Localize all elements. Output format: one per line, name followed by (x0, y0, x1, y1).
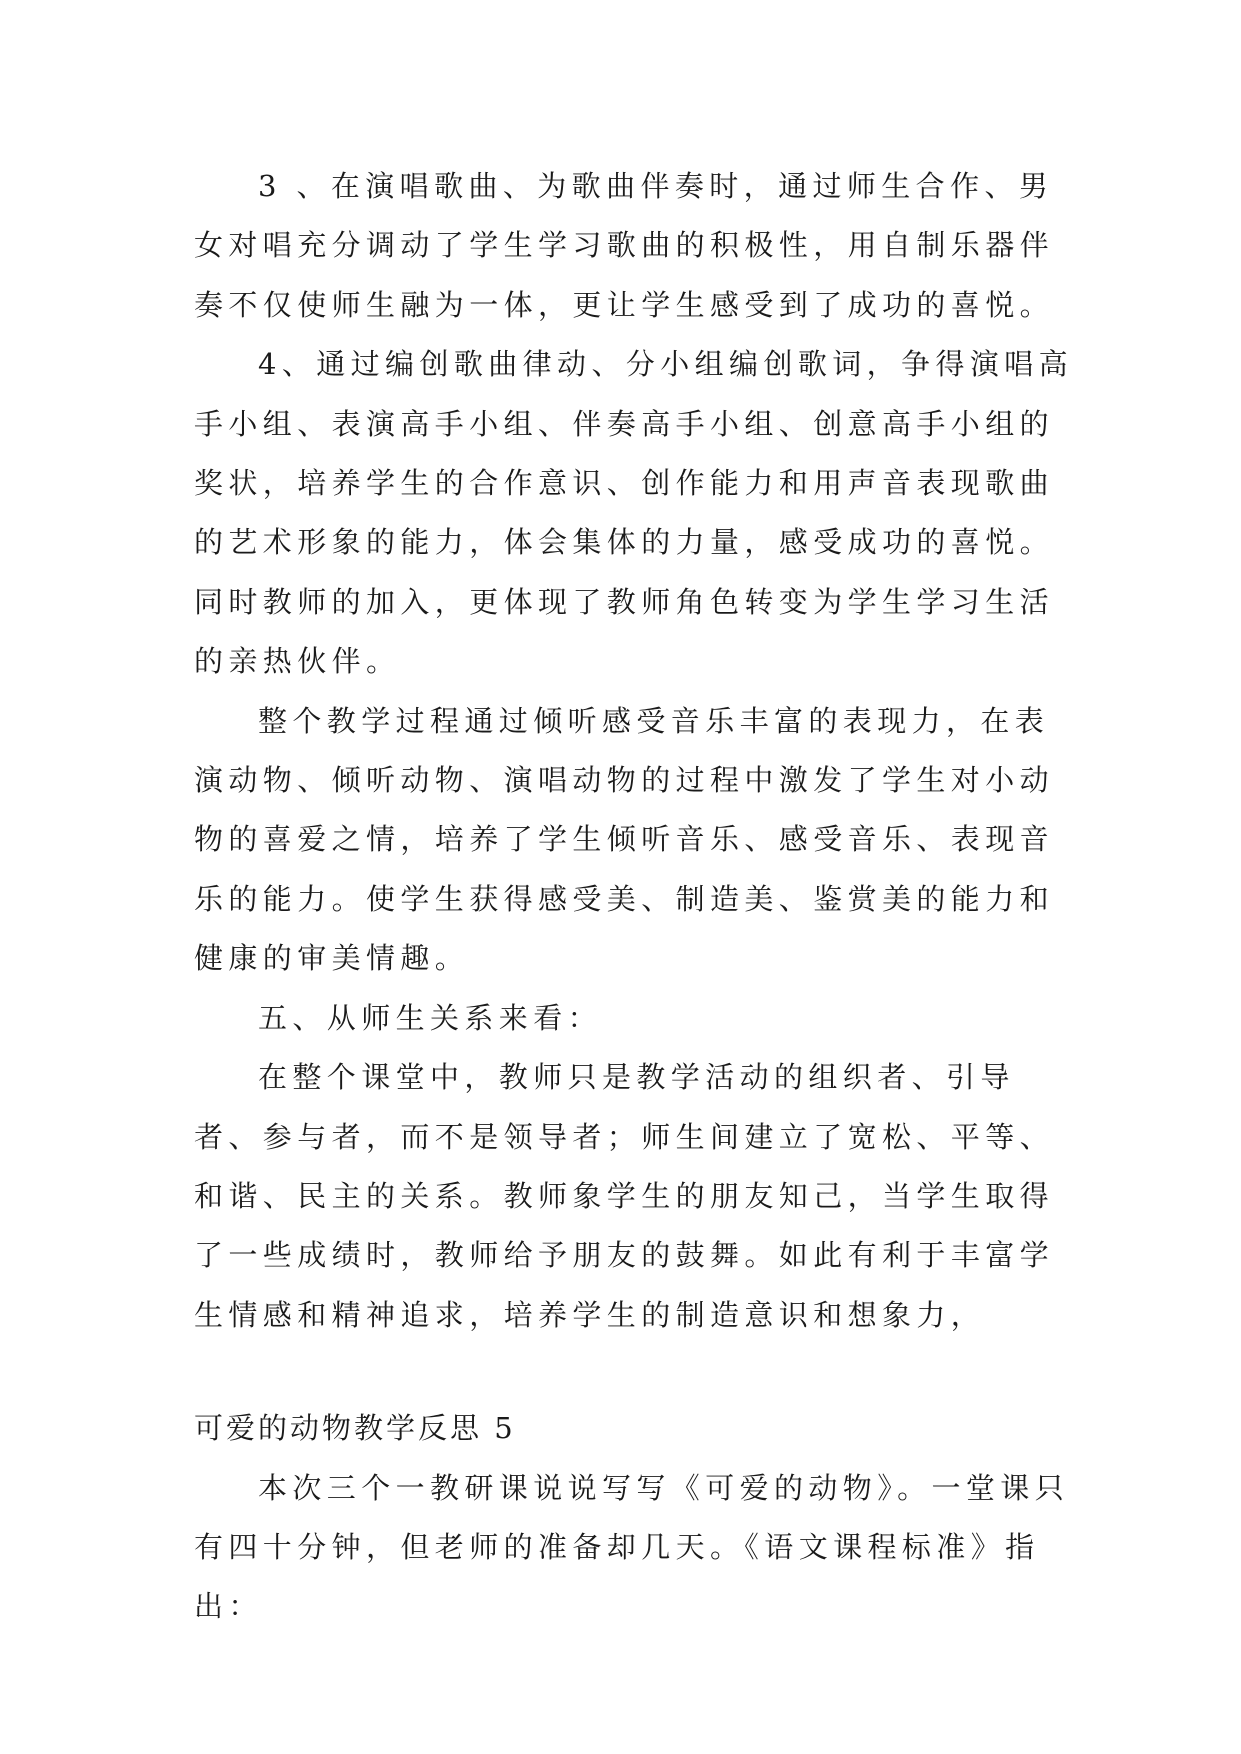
paragraph-intro: 本次三个一教研课说说写写《可爱的动物》。一堂课只有四十分钟，但老师的准备却几天。《语文课程标准》指出： (194, 1470, 1070, 1624)
section-gap (194, 1345, 1074, 1399)
paragraph-teacher-student: 在整个课堂中，教师只是教学活动的组织者、引导者、参与者，而不是领导者；师生间建立了宽松、平等、和谐、民主的关系。教师象学生的朋友知己，当学生取得了一些成绩时，教师给予朋友的鼓舞。如此有利于丰富学生情感和精神追求，培养学生的制造意识和想象力， (194, 1060, 1055, 1332)
document-body (194, 157, 1074, 1637)
paragraph-point-3: 3 、在演唱歌曲、为歌曲伴奏时，通过师生合作、男女对唱充分调动了学生学习歌曲的积极性，用自制乐器伴奏不仅使师生融为一体，更让学生感受到了成功的喜悦。 (194, 169, 1055, 322)
paragraph-summary: 整个教学过程通过倾听感受音乐丰富的表现力，在表演动物、倾听动物、演唱动物的过程中激发了学生对小动物的喜爱之情，培养了学生倾听音乐、感受音乐、表现音乐的能力。使学生获得感受美、制造美、鉴赏美的能力和健康的审美情趣。 (194, 703, 1055, 976)
paragraph-heading-five: 五、从师生关系来看： (258, 1000, 603, 1035)
section-title: 可爱的动物教学反思 5 (194, 1411, 516, 1446)
paragraph-point-4: 4、通过编创歌曲律动、分小组编创歌词，争得演唱高手小组、表演高手小组、伴奏高手小组、创意高手小组的奖状，培养学生的合作意识、创作能力和用声音表现歌曲的艺术形象的能力，体会集体的力量，感受成功的喜悦。同时教师的加入，更体现了教师角色转变为学生学习生活的亲热伙伴。 (194, 347, 1074, 679)
